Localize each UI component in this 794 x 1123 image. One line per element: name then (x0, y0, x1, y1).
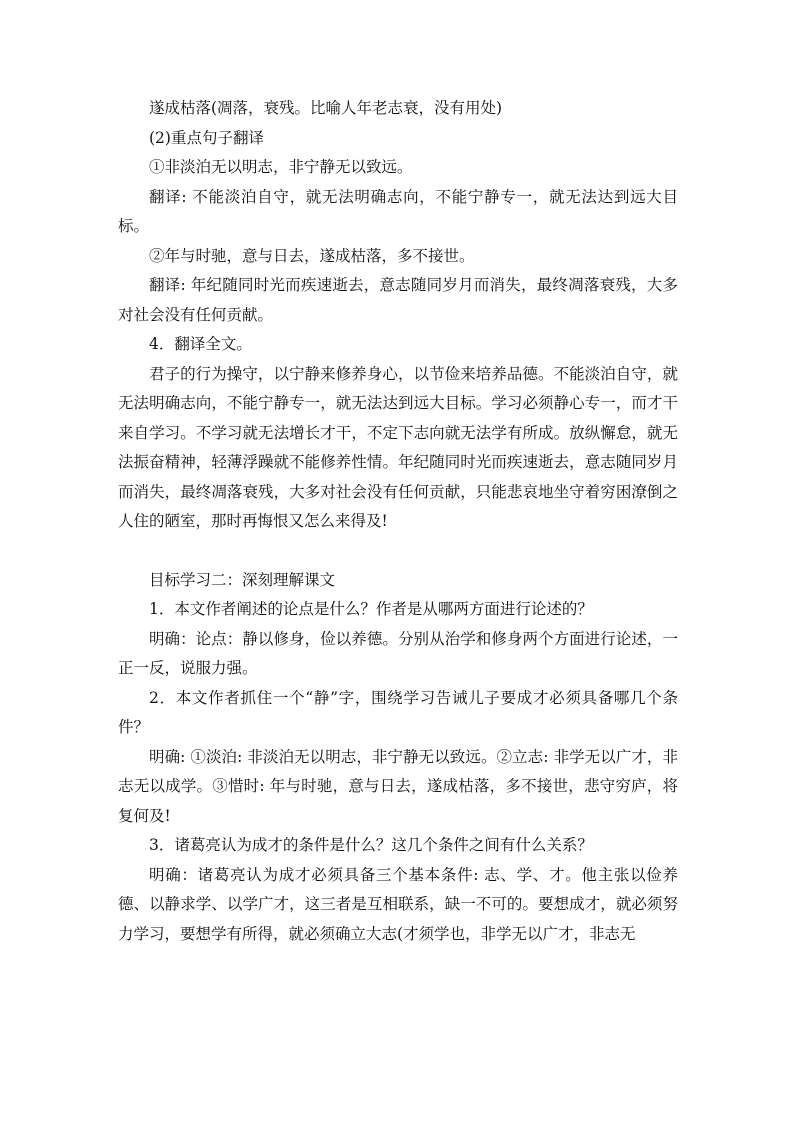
answer-2: 明确: ①淡泊: 非淡泊无以明志，非宁静无以致远。②立志: 非学无以广才，非志无以成学。③惜时: 年与时驰，意与日去，遂成枯落，多不接世，悲守穷庐，将复何及! (118, 747, 678, 825)
paragraph-vocab-kuluo: 遂成枯落(凋落，衰残。比喻人年老志衰，没有用处) (149, 99, 503, 117)
paragraph-full-translation: 君子的行为操守，以宁静来修养身心，以节俭来培养品德。不能淡泊自守，就无法明确志向，不能宁静专一，就无法达到远大目标。学习必须静心专一，而才干来自学习。不学习就无法增长才干，不定下志向就无法学有所成。放纵懈怠，就无法振奋精神，轻薄浮躁就不能修养性情。年纪随同时光而疾速逝去，意志随同岁月而消失，最终凋落衰残，大多对社会没有任何贡献，只能悲哀地坐守着穷困潦倒之人住的陋室，那时再悔恨又怎么来得及! (118, 364, 678, 530)
paragraph-sentence-1: ①非淡泊无以明志，非宁静无以致远。 (149, 158, 413, 176)
question-2: 2．本文作者抓住一个“静”字，围绕学习告诫儿子要成才必须具备哪几个条件？ (118, 688, 678, 736)
paragraph-translation-2: 翻译: 年纪随同时光而疾速逝去，意志随同岁月而消失，最终凋落衰残，大多对社会没有任何贡献。 (118, 276, 678, 324)
paragraph-sentence-2: ②年与时驰，意与日去，遂成枯落，多不接世。 (149, 246, 475, 265)
document-body (118, 94, 678, 949)
answer-1: 明确：论点：静以修身，俭以养德。分别从治学和修身两个方面进行论述，一正一反，说服力强。 (118, 629, 678, 677)
question-3: 3．诸葛亮认为成才的条件是什么？这几个条件之间有什么关系？ (149, 836, 593, 854)
section-gap (118, 537, 678, 566)
paragraph-full-translation-heading: 4．翻译全文。 (149, 335, 252, 353)
paragraph-key-sentence-heading: (2)重点句子翻译 (149, 128, 264, 147)
question-1: 1．本文作者阐述的论点是什么？作者是从哪两方面进行论述的？ (149, 600, 593, 618)
answer-3: 明确：诸葛亮认为成才必须具备三个基本条件: 志、学、才。他主张以俭养德、以静求学、以学广才，这三者是互相联系，缺一不可的。要想成才，就必须努力学习，要想学有所得，就必须确立大志(才须学也，非学无以广才，非志无 (118, 865, 678, 943)
paragraph-translation-1: 翻译: 不能淡泊自守，就无法明确志向，不能宁静专一，就无法达到远大目标。 (118, 187, 678, 235)
section-heading-goal-2: 目标学习二：深刻理解课文 (149, 570, 336, 589)
